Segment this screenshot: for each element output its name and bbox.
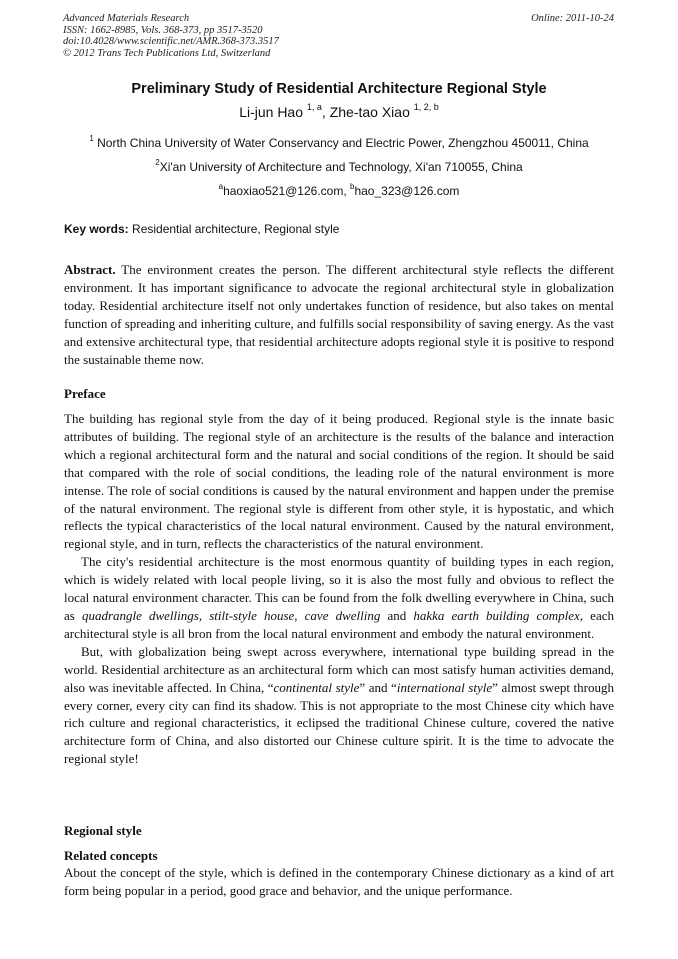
text-run: , — [294, 607, 305, 623]
regional-style-body — [64, 864, 614, 900]
paper-title: Preliminary Study of Residential Architecture Regional Style — [131, 81, 547, 97]
italic-term: international style — [396, 679, 493, 695]
text-run: But, with globalization being swept across everywhere, international type building spread in the world. Residential architecture as an architectural form which can most satisfy human activities demand, also was inevitable affected. In China, “ — [64, 643, 614, 695]
section-heading-regional-style: Regional style — [64, 823, 142, 838]
text-run: The city's residential architecture is the most enormous quantity of building types in each region, which is widely related with local people living, so it is also the most fully and obvious to reflect the local natural environment character. This can be found from the folk dwelling everywhere in China, such as — [64, 554, 614, 623]
author-name: Li-jun Hao — [239, 104, 304, 120]
author-affiliation-marker: 1, a — [306, 102, 322, 112]
abstract-text: The environment creates the person. The different architectural style reflects the different environment. It has important significance to advocate the regional architectural style in globalization today. Residential architecture itself not only undertakes function of residence, but also takes on mental function of spreading and inheriting culture, and fulfills social responsibility of saving energy. As the vast and extensive architectural type, that residential architecture adopts regional style it is positive to respond the sustainable theme now. — [64, 262, 615, 367]
italic-term: continental style — [273, 679, 360, 695]
text-run: , each architectural style is all bron from the local natural environment and embody the natural environment. — [64, 607, 614, 641]
italic-term: hakka earth building complex — [413, 607, 580, 623]
email-marker: a — [218, 182, 224, 191]
paragraph: The building has regional style from the day of it being produced. Regional style is the innate basic attributes of building. The regional style of an architecture is the results of the balance and interaction which a regional architectural form and the natural and social conditions of the region. It should be said that compared with the role of social conditions, the leading role of the natural environment is more intense. The role of social conditions is caused by the natural environment and happen under the premise of the natural environment. The regional style is different from other style, it is hypostatic, and which reflects the typical characteristics of the local natural environment. Caused by the natural environment, regional style, and in turn, reflects the characteristics of the natural environment. — [64, 411, 614, 552]
email-marker: b — [350, 182, 355, 191]
doi-line: doi:10.4028/www.scientific.net/AMR.368-373.3517 — [63, 36, 279, 47]
text-run: and — [380, 607, 414, 623]
author-name: Zhe-tao Xiao — [329, 104, 410, 120]
italic-term: stilt-style house — [209, 607, 295, 623]
author-separator: , — [321, 104, 330, 120]
abstract — [64, 261, 614, 368]
author-affiliation-marker: 1, 2, b — [413, 102, 439, 112]
email-separator: , — [343, 184, 350, 198]
italic-term: quadrangle dwellings — [81, 607, 199, 623]
text-run: , — [198, 607, 210, 623]
affiliation-2 — [0, 160, 678, 174]
section-heading-preface: Preface — [64, 386, 106, 401]
abstract-label: Abstract. — [64, 262, 116, 277]
keywords — [64, 222, 339, 236]
email-link[interactable]: hao_323@126.com — [354, 184, 460, 198]
text-run: ” almost swept through every corner, every city can find its shadow. This is not appropriate to the most Chinese city which have rich culture and regional characteristics, it eclipsed the traditional Chinese culture, covered the native architecture form of China, and also distorted our Chinese culture spirit. It is the time to advocate the regional style! — [64, 679, 615, 767]
affiliation-marker: 1 — [89, 134, 94, 143]
paragraph — [64, 553, 614, 643]
affiliation-1 — [0, 136, 678, 150]
issn-line: ISSN: 1662-8985, Vols. 368-373, pp 3517-3520 — [63, 24, 263, 36]
paragraph: About the concept of the style, which is defined in the contemporary Chinese dictionary as a kind of art form being popular in a period, good grace and behavior, and the unique performance. — [64, 865, 614, 898]
online-date: Online: 2011-10-24 — [531, 13, 614, 24]
text-run: ” and “ — [359, 679, 397, 695]
italic-term: cave dwelling — [304, 607, 381, 623]
email-link[interactable]: haoxiao521@126.com — [223, 184, 344, 198]
copyright-line: © 2012 Trans Tech Publications Ltd, Switzerland — [63, 47, 271, 59]
journal-header — [63, 13, 279, 59]
journal-name: Advanced Materials Research — [63, 13, 190, 24]
affiliation-text: North China University of Water Conservancy and Electric Power, Zhengzhou 450011, China — [97, 136, 589, 150]
paragraph — [64, 643, 614, 768]
preface-body — [64, 410, 614, 768]
subsection-heading-related-concepts: Related concepts — [64, 848, 158, 863]
author-list — [0, 104, 678, 120]
keywords-label: Key words: — [64, 222, 129, 236]
affiliation-text: Xi'an University of Architecture and Technology, Xi'an 710055, China — [159, 160, 523, 174]
affiliation-marker: 2 — [155, 158, 160, 167]
keywords-text: Residential architecture, Regional style — [132, 222, 340, 236]
author-emails — [0, 184, 678, 198]
